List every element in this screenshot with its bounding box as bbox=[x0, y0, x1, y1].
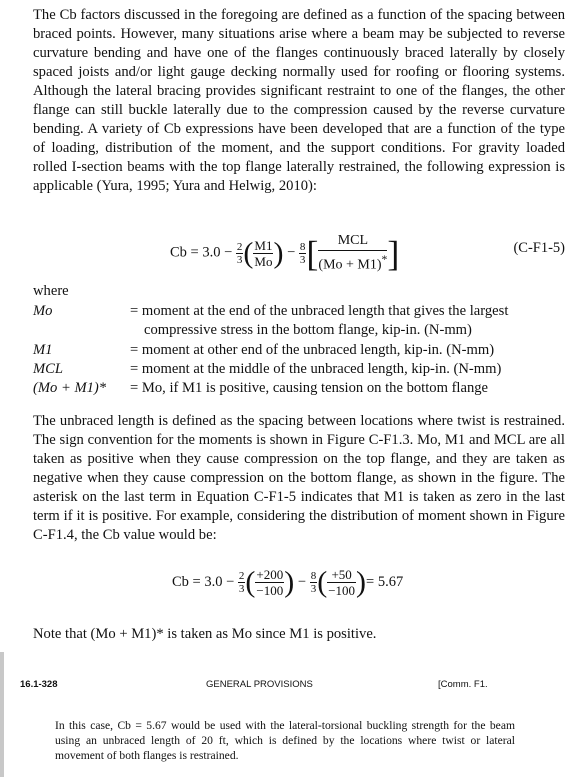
footer-paragraph: In this case, Cb = 5.67 would be used with the lateral-torsional buckling strength for the beam using an unbraced length of 20 ft, which is defined by the locations where twist or lateral movement of both flanges is restrained. bbox=[55, 719, 515, 762]
definition-mcl-text: = moment at the middle of the unbraced length, kip-in. (N-mm) bbox=[130, 361, 502, 377]
margin-bar bbox=[0, 652, 4, 777]
paragraph-sign-convention: The unbraced length is defined as the spacing between locations where twist is restrained. The sign convention for the moments is shown in Figure C-F1.3. Mo, M1 and MCL are all taken as positive when they cause compression on the top flange, and they are taken as negative when they cause compression on the bottom flange, as shown in the figure. The asterisk on the last term in Equation C-F1-5 indicates that M1 is taken as zero in the last term if it is positive. For example, considering the distribution of moment shown in Figure C-F1.4, the Cb value would be: bbox=[33, 413, 565, 543]
symbol-sum: (Mo + M1)* bbox=[33, 380, 107, 396]
eq2-lhs: Cb = 3.0 − bbox=[172, 573, 235, 590]
definition-m1-text: = moment at other end of the unbraced length, kip-in. (N-mm) bbox=[130, 342, 495, 358]
symbol-m1: M1 bbox=[33, 342, 53, 358]
eq1-frac1: $\frac{2}{3}$ bbox=[236, 240, 243, 266]
eq2-result: = 5.67 bbox=[366, 573, 404, 590]
symbol-mcl: MCL bbox=[33, 361, 64, 377]
definition-sum-text: = Mo, if M1 is positive, causing tension on the bottom flange bbox=[130, 380, 489, 396]
definition-mo-line2: compressive stress in the bottom flange, kip-in. (N-mm) bbox=[144, 322, 472, 338]
eq2-frac2: $\frac{8}{3}$ bbox=[310, 570, 317, 595]
eq1-ratio1: $\frac{M1}{Mo}$ bbox=[254, 237, 273, 269]
eq1-frac2: $\frac{8}{3}$ bbox=[299, 240, 306, 266]
eq1-ratio2: $\frac{\text{MCL}}{(Mo + M1)^*}$ bbox=[318, 233, 388, 273]
paragraph-intro: The Cb factors discussed in the foregoing are defined as a function of the spacing between braced points. However, many situations arise where a beam may be subjected to reverse curvature bending and have one of the flanges continuously braced laterally by closely spaced joists and/or light gauge decking normally used for roofing or flooring systems. Although the lateral bracing provides significant restraint to one of the flanges, the other flange can still buckle laterally due to the compression caused by the reverse curvature bending. A variety of Cb expressions have been developed that are a function of the type of loading, distribution of the moment, and the support conditions. For gravity loaded rolled I-section beams with the top flange laterally restrained, the following expression is applicable (Yura, 1995; Yura and Helwig, 2010): bbox=[33, 7, 565, 194]
running-header: GENERAL PROVISIONS bbox=[206, 679, 313, 690]
eq1-lhs: Cb = 3.0 − bbox=[170, 244, 233, 261]
equation-tag: (C-F1-5) bbox=[513, 240, 565, 256]
symbol-mo: Mo bbox=[33, 303, 53, 319]
definition-mo bbox=[33, 302, 573, 342]
definition-mo-line1: = moment at the end of the unbraced length that gives the largest bbox=[130, 303, 509, 319]
section-ref: [Comm. F1. bbox=[438, 679, 488, 690]
eq2-frac1: $\frac{2}{3}$ bbox=[238, 570, 245, 595]
eq2-ratio2: $\frac{+50}{-100}$ bbox=[328, 567, 356, 598]
eq2-ratio1: $\frac{+200}{-100}$ bbox=[256, 567, 284, 598]
note-text: Note that (Mo + M1)* is taken as Mo since M1 is positive. bbox=[33, 626, 377, 642]
where-label: where bbox=[33, 283, 69, 299]
page-number: 16.1-328 bbox=[20, 679, 58, 690]
